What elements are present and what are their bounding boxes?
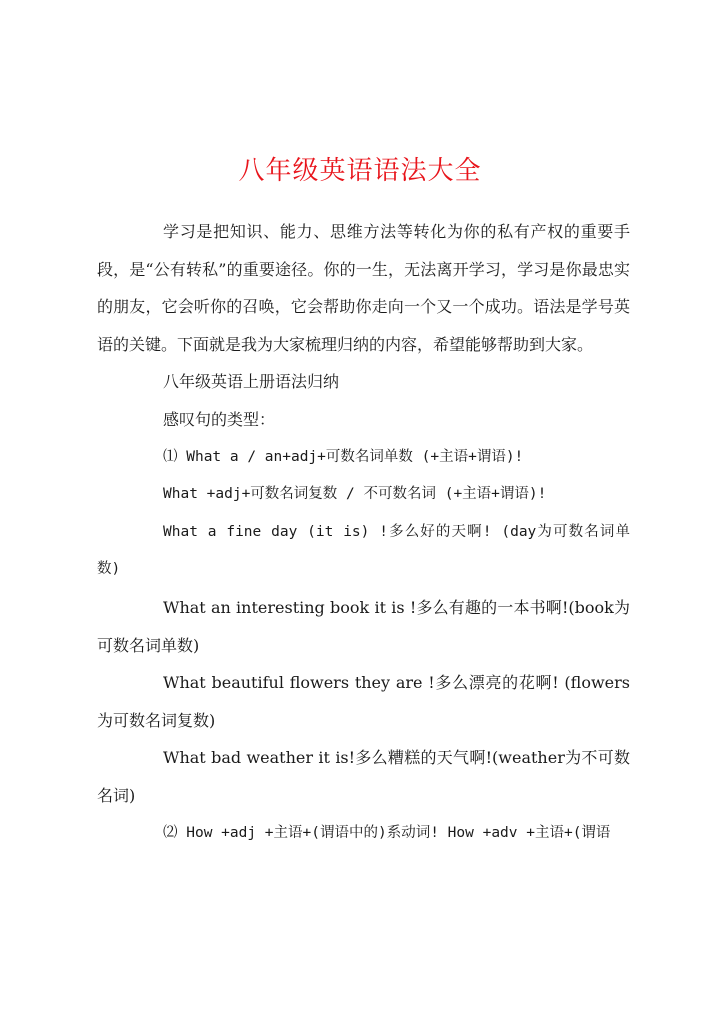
intro-paragraph: 学习是把知识、能力、思维方法等转化为你的私有产权的重要手段，是“公有转私”的重要途径。你的一生，无法离开学习，学习是你最忠实的朋友，它会听你的召唤，它会帮助你走向一个又一个成功。语法是学号英语的关键。下面就是我为大家梳理归纳的内容，希望能够帮助到大家。	[97, 222, 630, 354]
subsection-heading: 感叹句的类型：	[163, 409, 276, 429]
document-body	[97, 213, 630, 852]
rule-paragraph: What +adj+可数名词复数 / 不可数名词 (+主语+谓语)!	[163, 486, 547, 503]
example-paragraph: What a fine day (it is) !多么好的天啊! (day为可数名词单数)	[97, 523, 630, 578]
document-title: 八年级英语语法大全	[238, 156, 482, 186]
section-heading: 八年级英语上册语法归纳	[163, 372, 340, 392]
example-paragraph: What an interesting book it is !多么有趣的一本书啊!(book为可数名词单数)	[97, 597, 630, 655]
example-paragraph: What bad weather it is!多么糟糕的天气啊!(weather为不可数名词)	[97, 748, 630, 805]
rule-paragraph: ⑴ What a / an+adj+可数名词单数 (+主语+谓语)!	[163, 448, 524, 465]
rule-paragraph: ⑵ How +adj +主语+(谓语中的)系动词! How +adv +主语+(谓语	[163, 824, 611, 841]
example-paragraph: What beautiful flowers they are !多么漂亮的花啊! (flowers为可数名词复数)	[97, 673, 630, 730]
